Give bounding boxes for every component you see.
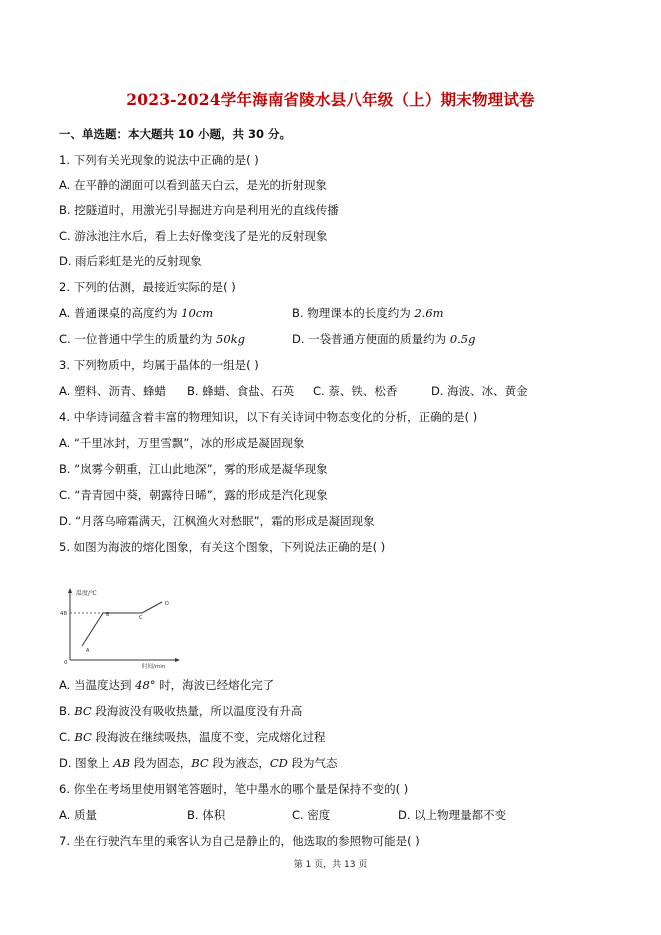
point-b-label: B <box>106 612 110 618</box>
melting-graph <box>58 586 188 670</box>
option-text: C. 一位普通中学生的质量约为 <box>59 332 216 346</box>
question-1-option-b: B. 挖隧道时，用激光引导掘进方向是利用光的直线传播 <box>59 203 339 217</box>
option-value: 48° <box>135 678 156 692</box>
question-5-option-d <box>59 755 338 771</box>
question-1-stem: 1. 下列有关光现象的说法中正确的是( ) <box>59 153 259 167</box>
option-text: B. <box>59 704 75 718</box>
question-2-option-c <box>59 331 245 347</box>
question-5-stem: 5. 如图为海波的熔化图象，有关这个图象，下列说法正确的是( ) <box>59 540 386 554</box>
option-text: 段为固态， <box>130 756 192 770</box>
option-value: 50kg <box>216 332 245 346</box>
option-value: 2.6m <box>414 306 444 320</box>
question-4-option-b: B. “岚雾今朝重，江山此地深”，雾的形成是凝华现象 <box>59 462 328 476</box>
question-4-option-d: D. “月落乌啼霜满天，江枫渔火对愁眠”，霜的形成是凝固现象 <box>59 514 375 528</box>
option-text: D. 图象上 <box>59 756 114 770</box>
option-text: 时，海波已经熔化完了 <box>155 678 275 692</box>
question-3-option-b: B. 蜂蜡、食盐、石英 <box>187 384 295 398</box>
question-6-option-d: D. 以上物理量都不变 <box>398 808 507 822</box>
option-value: BC <box>191 756 209 770</box>
option-text: 段海波在继续吸热，温度不变，完成熔化过程 <box>91 730 326 744</box>
option-value: BC <box>74 704 92 718</box>
y-axis-arrow <box>68 588 72 593</box>
question-3-stem: 3. 下列物质中，均属于晶体的一组是( ) <box>59 358 259 372</box>
question-2-option-a <box>59 305 213 321</box>
y-tick-48: 48 <box>60 611 67 617</box>
question-4-option-c: C. “青青园中葵，朝露待日晞”，露的形成是汽化现象 <box>59 488 328 502</box>
question-3-option-c: C. 萘、铁、松香 <box>313 384 398 398</box>
x-axis-label: 时间/min <box>142 664 166 670</box>
option-value: AB <box>113 756 131 770</box>
question-5-option-a <box>59 677 274 693</box>
question-3-option-a: A. 塑料、沥青、蜂蜡 <box>59 384 166 398</box>
option-text: 段海波没有吸收热量，所以温度没有升高 <box>91 704 303 718</box>
point-a-label: A <box>86 648 90 654</box>
option-value: 0.5g <box>449 332 476 346</box>
option-text: A. 普通课桌的高度约为 <box>59 306 182 320</box>
question-2-stem: 2. 下列的估测，最接近实际的是( ) <box>59 280 236 294</box>
question-3-option-d: D. 海波、冰、黄金 <box>431 384 528 398</box>
option-text: B. 物理课本的长度约为 <box>292 306 415 320</box>
question-6-option-a: A. 质量 <box>59 808 97 822</box>
question-1-option-d: D. 雨后彩虹是光的反射现象 <box>59 254 202 268</box>
question-2-option-b <box>292 305 444 321</box>
section-heading: 一、单选题：本大题共 10 小题，共 30 分。 <box>59 127 292 141</box>
melting-curve <box>82 602 162 646</box>
question-5-option-b <box>59 703 302 719</box>
question-7-stem: 7. 坐在行驶汽车里的乘客认为自己是静止的，他选取的参照物可能是( ) <box>59 834 420 848</box>
x-axis-arrow <box>175 658 180 662</box>
question-5-option-c <box>59 729 325 745</box>
question-2-option-d <box>292 331 475 347</box>
point-d-label: D <box>165 601 169 607</box>
exam-title: 2023-2024学年海南省陵水县八年级（上）期末物理试卷 <box>126 90 535 109</box>
question-6-option-b: B. 体积 <box>187 808 226 822</box>
question-6-option-c: C. 密度 <box>292 808 331 822</box>
page-footer: 第 1 页，共 13 页 <box>293 860 368 870</box>
question-4-option-a: A. “千里冰封，万里雪飘”，冰的形成是凝固现象 <box>59 436 305 450</box>
option-text: C. <box>59 730 75 744</box>
question-6-stem: 6. 你坐在考场里使用钢笔答题时，笔中墨水的哪个量是保持不变的( ) <box>59 782 409 796</box>
question-4-stem: 4. 中华诗词蕴含着丰富的物理知识，以下有关诗词中物态变化的分析，正确的是( ) <box>59 410 478 424</box>
question-1-option-c: C. 游泳池注水后，看上去好像变浅了是光的反射现象 <box>59 229 328 243</box>
origin-label: 0 <box>64 660 68 666</box>
option-value: CD <box>269 756 288 770</box>
point-c-label: C <box>139 615 143 621</box>
option-text: 段为液态， <box>208 756 270 770</box>
option-text: A. 当温度达到 <box>59 678 136 692</box>
option-text: 段为气态 <box>287 756 338 770</box>
option-value: BC <box>74 730 92 744</box>
question-1-option-a: A. 在平静的湖面可以看到蓝天白云，是光的折射现象 <box>59 178 327 192</box>
option-text: D. 一袋普通方便面的质量约为 <box>292 332 450 346</box>
option-value: 10cm <box>181 306 214 320</box>
y-axis-label: 温度/℃ <box>76 590 97 597</box>
